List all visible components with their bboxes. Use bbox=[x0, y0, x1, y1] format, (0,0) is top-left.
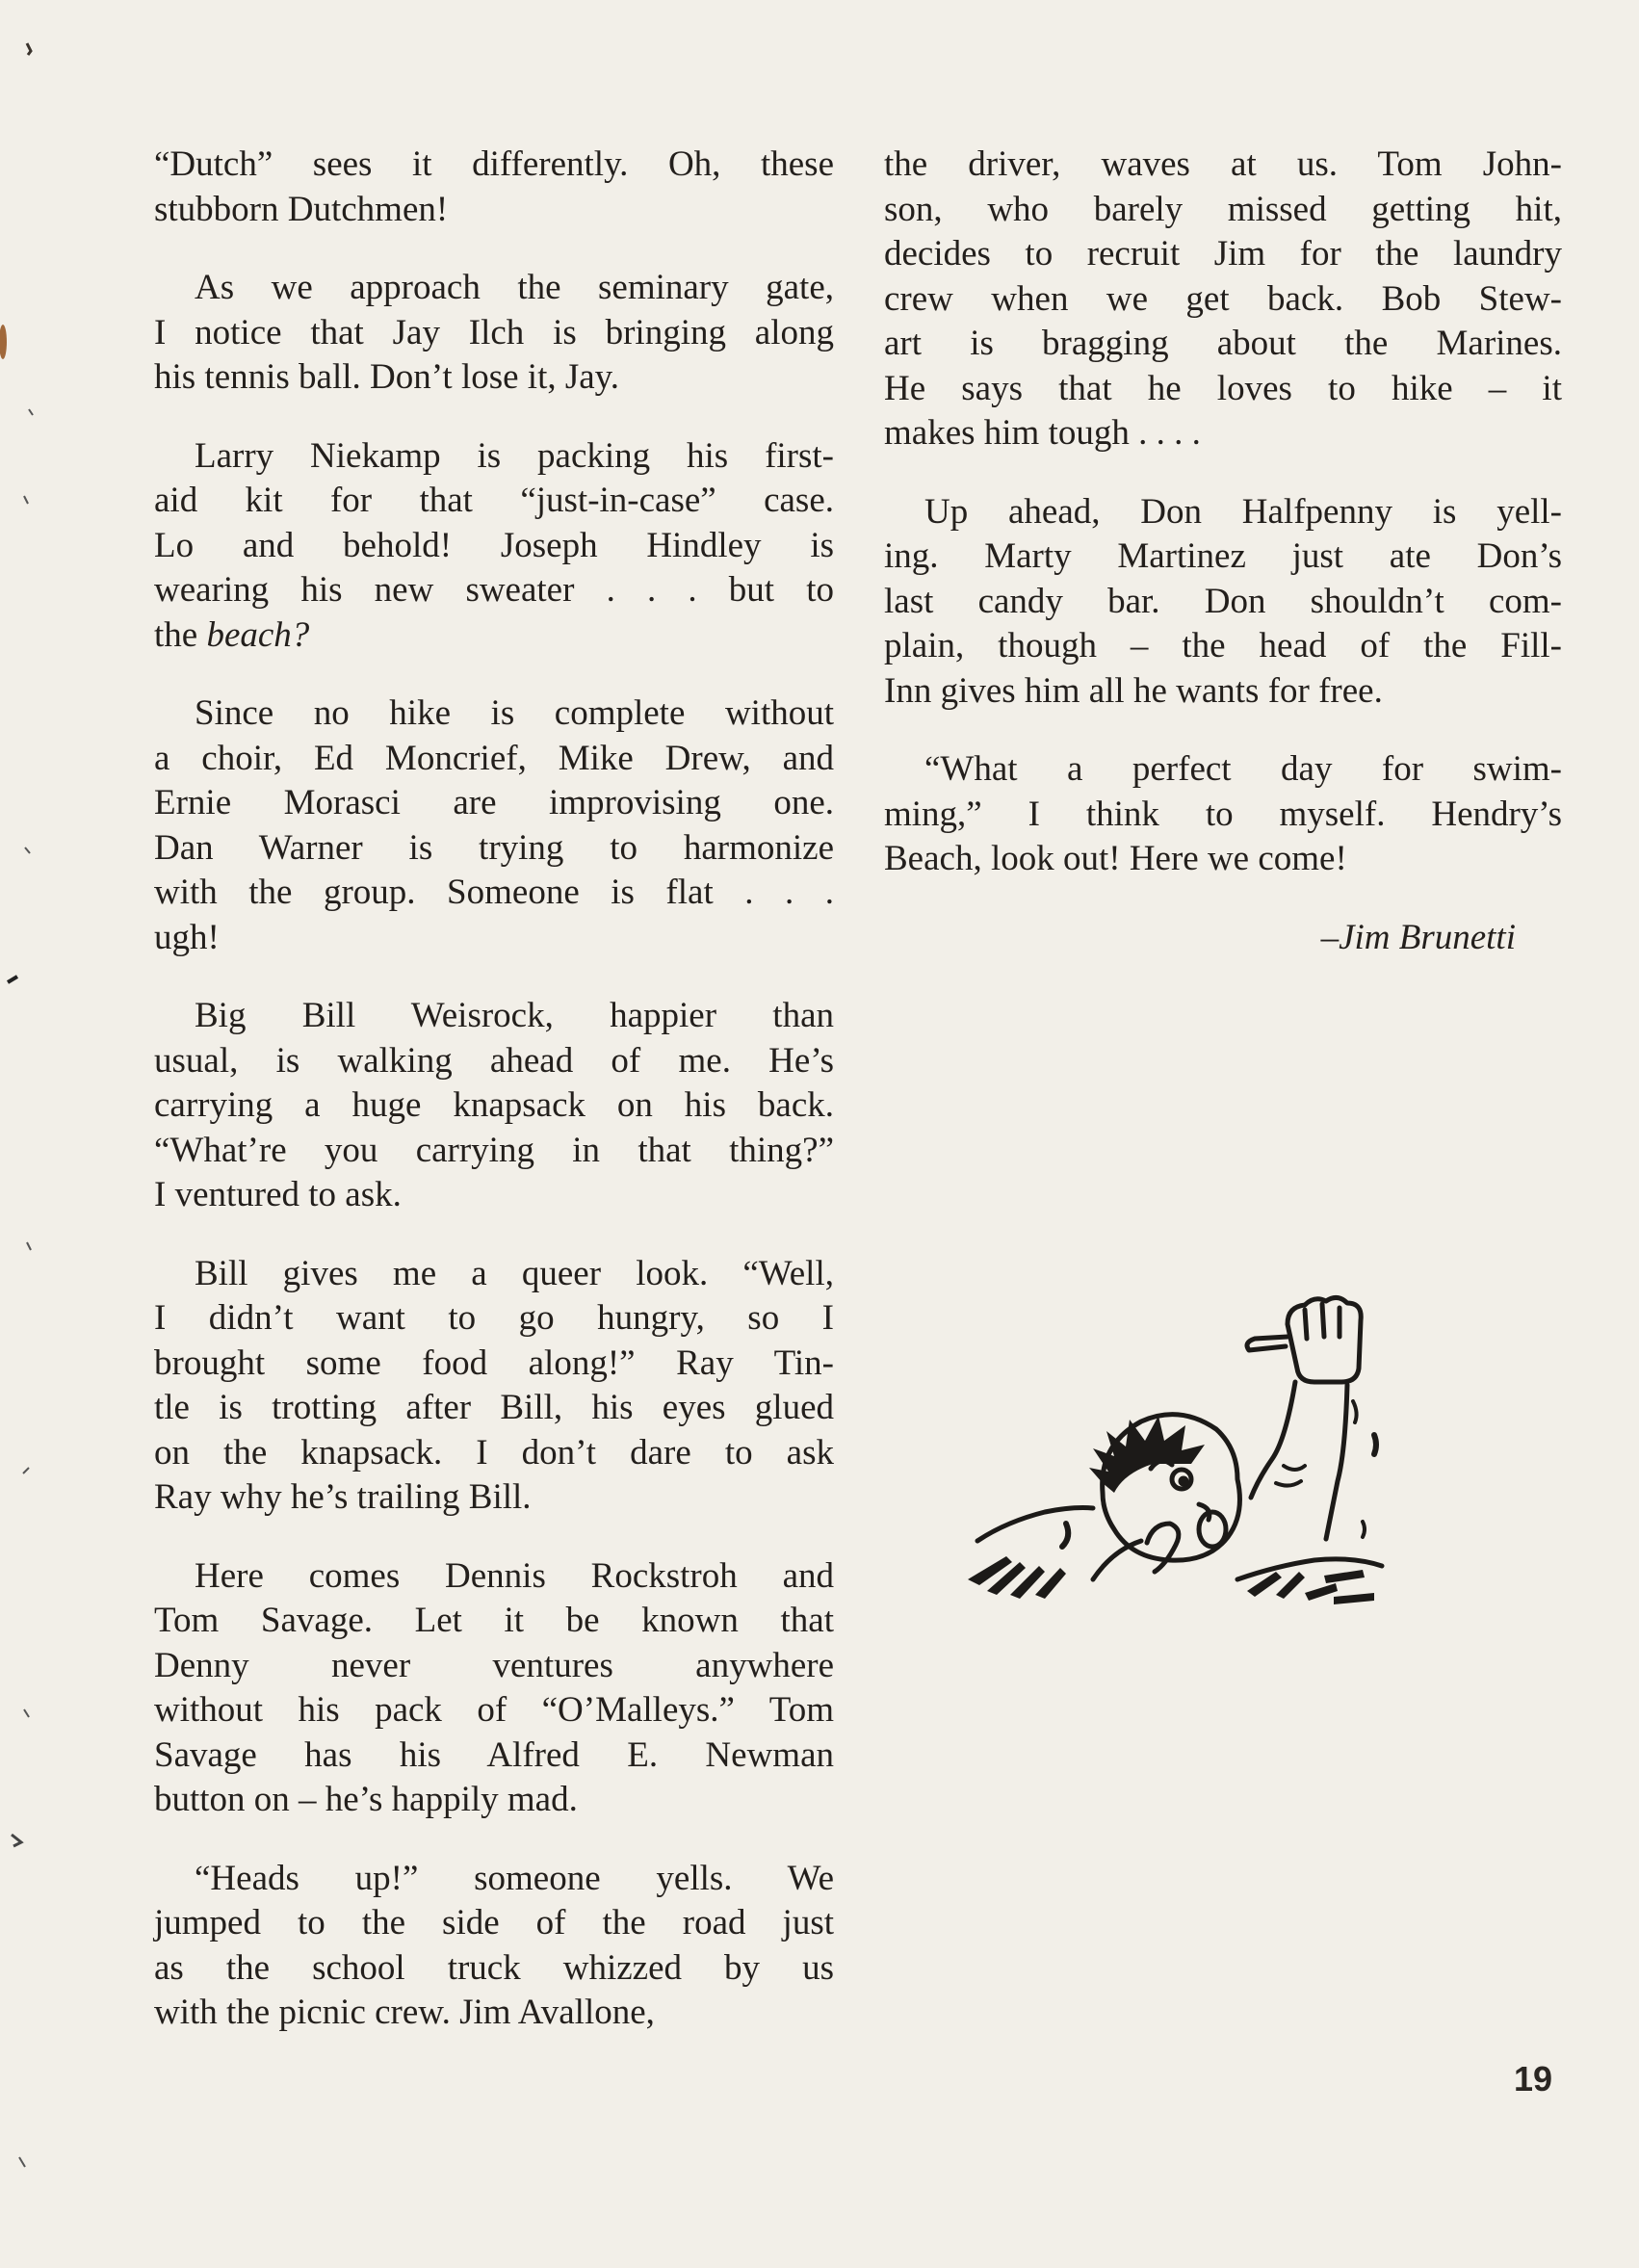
left-paragraph bbox=[154, 1554, 834, 1823]
text-line: Dan Warner is trying to harmonize bbox=[154, 827, 834, 868]
text-line: I didn’t want to go hungry, so I bbox=[154, 1298, 834, 1338]
binding-marks bbox=[0, 0, 39, 2268]
left-paragraph bbox=[154, 1252, 834, 1521]
text-line: decides to recruit Jim for the laundry bbox=[884, 234, 1562, 274]
left-column bbox=[154, 143, 834, 2070]
text-line: “Dutch” sees it differently. Oh, these bbox=[154, 144, 834, 184]
text-line: Here comes Dennis Rockstroh and bbox=[195, 1555, 834, 1596]
left-paragraph bbox=[154, 994, 834, 1218]
text-line: brought some food along!” Ray Tin- bbox=[154, 1343, 834, 1383]
left-paragraph bbox=[154, 691, 834, 960]
text-line: the beach? bbox=[154, 614, 310, 655]
text-line: Up ahead, Don Halfpenny is yell- bbox=[924, 491, 1562, 532]
left-paragraph bbox=[154, 1857, 834, 2036]
emphasis: beach? bbox=[206, 614, 310, 655]
text-line: “What’re you carrying in that thing?” bbox=[154, 1130, 834, 1170]
text-line: I ventured to ask. bbox=[154, 1175, 402, 1214]
text-line: Larry Niekamp is packing his first- bbox=[195, 435, 834, 476]
text-line: usual, is walking ahead of me. He’s bbox=[154, 1040, 834, 1081]
text-line: aid kit for that “just-in-case” case. bbox=[154, 481, 834, 520]
text-line: on the knapsack. I don’t dare to ask bbox=[154, 1432, 834, 1473]
text-line: ming,” I think to myself. Hendry’s bbox=[884, 794, 1562, 834]
text-line: a choir, Ed Moncrief, Mike Drew, and bbox=[154, 738, 834, 778]
text-line: makes him tough . . . . bbox=[884, 413, 1201, 453]
text-line: with the group. Someone is flat . . . bbox=[154, 873, 834, 912]
text-line: the driver, waves at us. Tom John- bbox=[884, 144, 1562, 184]
text-line: jumped to the side of the road just bbox=[154, 1903, 834, 1942]
right-column bbox=[884, 143, 1562, 960]
text-line: art is bragging about the Marines. bbox=[884, 324, 1562, 363]
left-paragraph bbox=[154, 266, 834, 401]
text-line: wearing his new sweater . . . but to bbox=[154, 570, 834, 610]
text-line: He says that he loves to hike – it bbox=[884, 368, 1562, 408]
text-line: Beach, look out! Here we come! bbox=[884, 839, 1347, 878]
left-paragraph bbox=[154, 434, 834, 659]
text-line: tle is trotting after Bill, his eyes glued bbox=[154, 1388, 834, 1427]
text-line: Inn gives him all he wants for free. bbox=[884, 670, 1383, 711]
text-line: plain, though – the head of the Fill- bbox=[884, 626, 1562, 665]
text-line: crew when we get back. Bob Stew- bbox=[884, 278, 1562, 319]
text-line: “What a perfect day for swim- bbox=[924, 749, 1562, 789]
author-signature: –Jim Brunetti bbox=[1320, 917, 1516, 957]
text-line: Ernie Morasci are improvising one. bbox=[154, 783, 834, 822]
text-line: stubborn Dutchmen! bbox=[154, 189, 449, 229]
text-line: Tom Savage. Let it be known that bbox=[154, 1601, 834, 1640]
text-line: Denny never ventures anywhere bbox=[154, 1645, 834, 1685]
left-paragraph bbox=[154, 143, 834, 232]
text-line: son, who barely missed getting hit, bbox=[884, 189, 1562, 229]
text-line: Savage has his Alfred E. Newman bbox=[154, 1734, 834, 1775]
text-line: last candy bar. Don shouldn’t com- bbox=[884, 581, 1562, 621]
text-line: button on – he’s happily mad. bbox=[154, 1780, 578, 1819]
right-paragraph bbox=[884, 490, 1562, 715]
right-paragraph bbox=[884, 143, 1562, 456]
text-line: Big Bill Weisrock, happier than bbox=[195, 996, 834, 1035]
text-line: Ray why he’s trailing Bill. bbox=[154, 1477, 532, 1517]
text-line: as the school truck whizzed by us bbox=[154, 1947, 834, 1988]
text-line: ing. Marty Martinez just ate Don’s bbox=[884, 536, 1562, 576]
right-paragraph bbox=[884, 747, 1562, 882]
page-number: 19 bbox=[1514, 2059, 1553, 2099]
text-line: ugh! bbox=[154, 917, 220, 957]
text-line: his tennis ball. Don’t lose it, Jay. bbox=[154, 357, 620, 397]
swimmer-waving-cartoon-icon bbox=[958, 1290, 1392, 1623]
text-line: Since no hike is complete without bbox=[195, 693, 834, 733]
text-line: carrying a huge knapsack on his back. bbox=[154, 1085, 834, 1125]
text-line: Lo and behold! Joseph Hindley is bbox=[154, 525, 834, 565]
text-line: Bill gives me a queer look. “Well, bbox=[195, 1253, 834, 1293]
text-line: without his pack of “O’Malleys.” Tom bbox=[154, 1690, 834, 1730]
text-line: As we approach the seminary gate, bbox=[195, 268, 834, 307]
text-line: with the picnic crew. Jim Avallone, bbox=[154, 1993, 655, 2032]
text-line: “Heads up!” someone yells. We bbox=[195, 1858, 834, 1898]
text-line: I notice that Jay Ilch is bringing along bbox=[154, 312, 834, 352]
